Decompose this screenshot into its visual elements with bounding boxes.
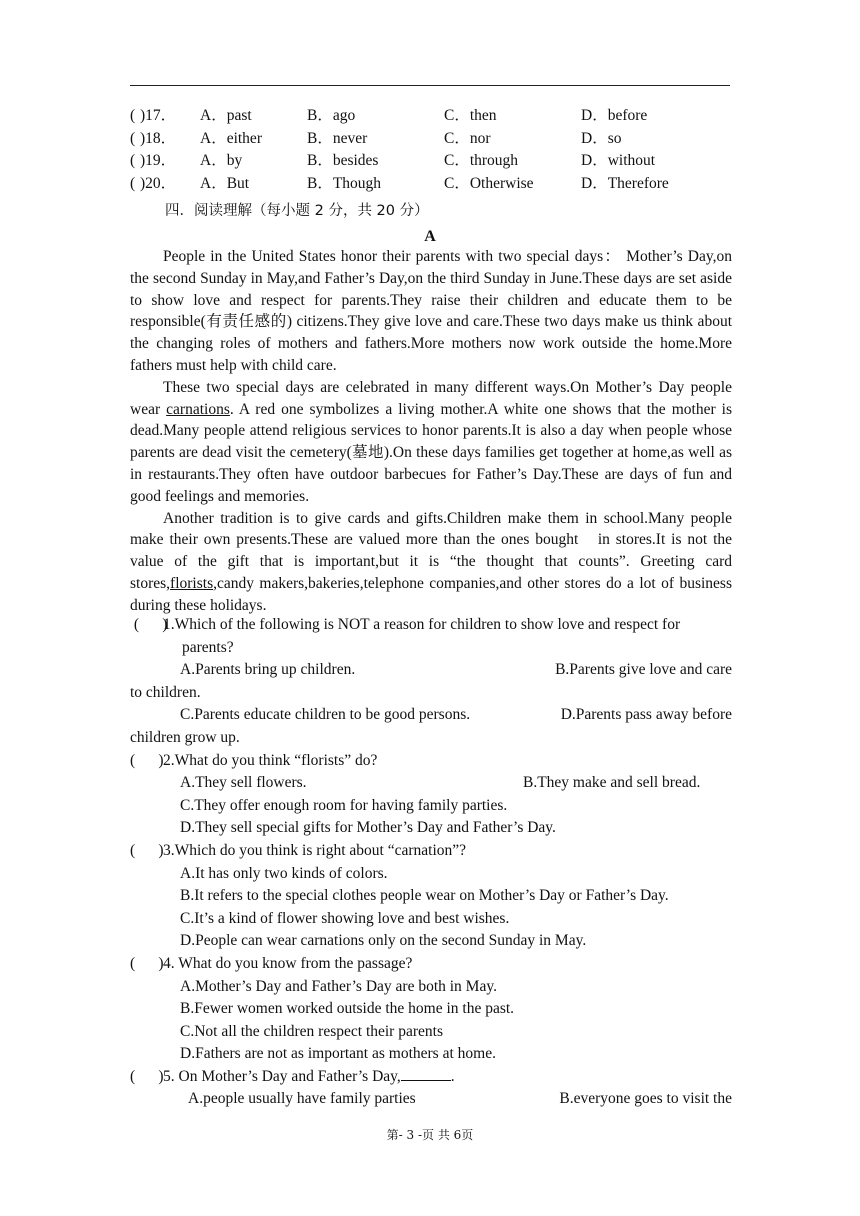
option-a: A．by xyxy=(200,152,243,169)
option-line xyxy=(130,704,732,727)
option-a: A.Parents bring up children. xyxy=(180,661,356,679)
question-1 xyxy=(130,614,732,637)
option-b: B.Fewer women worked outside the home in the past. xyxy=(180,1000,515,1018)
option-c: C．Otherwise xyxy=(444,174,534,192)
question-5 xyxy=(130,1066,732,1089)
option-c: C．nor xyxy=(444,129,491,147)
option-c: C.It’s a kind of flower showing love and best wishes. xyxy=(180,909,510,927)
question-number: )17． xyxy=(140,107,177,124)
section-title: 四．阅读理解（每小题 2 分，共 20 分） xyxy=(165,203,429,219)
option-a: A.They sell flowers. xyxy=(180,774,307,792)
answer-paren: ( xyxy=(130,107,136,124)
option-b: B．ago xyxy=(307,107,356,124)
option-row xyxy=(130,150,669,173)
answer-blank[interactable]: ( ) xyxy=(130,616,168,633)
option-line xyxy=(130,659,732,682)
header-rule xyxy=(130,85,730,86)
question-2 xyxy=(130,750,732,773)
question-4 xyxy=(130,953,732,976)
option-c: C.They offer enough room for having family parties. xyxy=(180,796,508,814)
answer-blank[interactable]: ( ) xyxy=(130,751,164,769)
option-c: C．then xyxy=(444,107,497,124)
option-b: B．besides xyxy=(307,152,379,169)
option-line xyxy=(130,772,732,795)
underlined-word: carnations xyxy=(166,400,230,418)
question-stem-cont: parents? xyxy=(182,638,234,656)
question-stem: 4. What do you know from the passage? xyxy=(163,954,413,972)
option-d: D.They sell special gifts for Mother’s Day and Father’s Day. xyxy=(180,819,556,837)
answer-paren: ( xyxy=(130,174,136,192)
option-b: B.everyone goes to visit the xyxy=(559,1090,732,1108)
option-b: B．Though xyxy=(307,174,382,192)
option-a: A．past xyxy=(200,107,252,124)
answer-paren: ( xyxy=(130,152,136,169)
answer-blank[interactable]: ( ) xyxy=(130,1067,164,1085)
option-c: C.Not all the children respect their parents xyxy=(180,1022,443,1040)
question-stem: 3.Which do you think is right about “carnation”? xyxy=(163,841,467,859)
fill-blank[interactable] xyxy=(401,1066,451,1081)
option-d: D.People can wear carnations only on the second Sunday in May. xyxy=(180,932,587,950)
option-a: A．either xyxy=(200,129,262,147)
option-row xyxy=(130,128,669,151)
option-c: C．through xyxy=(444,152,519,169)
option-d: D．before xyxy=(581,107,648,124)
reading-passage xyxy=(130,246,732,617)
question-number: )19． xyxy=(140,152,177,169)
option-d: D．so xyxy=(581,129,622,147)
paragraph-3: Another tradition is to give cards and gifts.Children make them in school.Many people make their own presents.These are valued more than the ones bought in stores.It is not the value of the gift that is important,but it is “the thought that counts”. Greeting card stores,florists,candy makers,bakeries,telephone companies,and other stores do a lot of business during these holidays. xyxy=(130,509,732,614)
option-b-cont: to children. xyxy=(130,683,201,701)
underlined-word: florists xyxy=(170,574,214,592)
option-d-cont: children grow up. xyxy=(130,728,240,746)
option-b: B.It refers to the special clothes people wear on Mother’s Day or Father’s Day. xyxy=(180,887,669,905)
option-b: B．never xyxy=(307,129,368,147)
question-stem: 5. On Mother’s Day and Father’s Day, . xyxy=(163,1067,455,1085)
question-stem: 2.What do you think “florists” do? xyxy=(163,751,378,769)
passage-label: A xyxy=(424,228,436,245)
paragraph-1: People in the United States honor their parents with two special days： Mother’s Day,on the second Sunday in May,and Father’s Day,on the third Sunday in June.These days are set aside to show love and respect for parents.They raise their children and educate them to be responsible(有责任感的) citizens.They give love and care.These two days make us think about the changing roles of mothers and fathers.More mothers now work outside the home.More fathers must help with child care. xyxy=(130,248,732,374)
question-stem: 1.Which of the following is NOT a reason for children to show love and respect for xyxy=(163,616,681,633)
option-c: C.Parents educate children to be good persons. xyxy=(180,706,471,724)
option-d: D．Therefore xyxy=(581,174,669,192)
option-a: A．But xyxy=(200,174,250,192)
option-b: B.Parents give love and care xyxy=(555,661,732,679)
question-number: )20． xyxy=(140,174,177,192)
option-d: D．without xyxy=(581,152,656,169)
option-row xyxy=(130,105,669,128)
option-a: A.Mother’s Day and Father’s Day are both in May. xyxy=(180,977,497,995)
page-footer: 第- 3 -页 共 6页 xyxy=(386,1128,474,1142)
option-a: A.It has only two kinds of colors. xyxy=(180,864,388,882)
answer-blank[interactable]: ( ) xyxy=(130,841,164,859)
options-table xyxy=(130,105,669,195)
option-line xyxy=(130,1088,732,1111)
question-3 xyxy=(130,840,732,863)
question-number: )18． xyxy=(140,129,177,147)
option-row xyxy=(130,173,669,196)
option-a: A.people usually have family parties xyxy=(188,1090,416,1108)
option-d: D.Fathers are not as important as mothers at home. xyxy=(180,1045,496,1063)
answer-paren: ( xyxy=(130,129,136,147)
answer-blank[interactable]: ( ) xyxy=(130,954,164,972)
paragraph-2: These two special days are celebrated in many different ways.On Mother’s Day people wear carnations. A red one symbolizes a living mother.A white one shows that the mother is dead.Many people attend religious services to honor parents.It is also a day when people whose parents are dead visit the cemetery(墓地).On these days families get together at home,as well as in restaurants.They often have outdoor barbecues for Father’s Day.These are days of fun and good feelings and memories. xyxy=(130,378,732,505)
option-d: D.Parents pass away before xyxy=(560,706,732,724)
question-list xyxy=(130,614,732,1111)
option-b: B.They make and sell bread. xyxy=(523,774,701,792)
